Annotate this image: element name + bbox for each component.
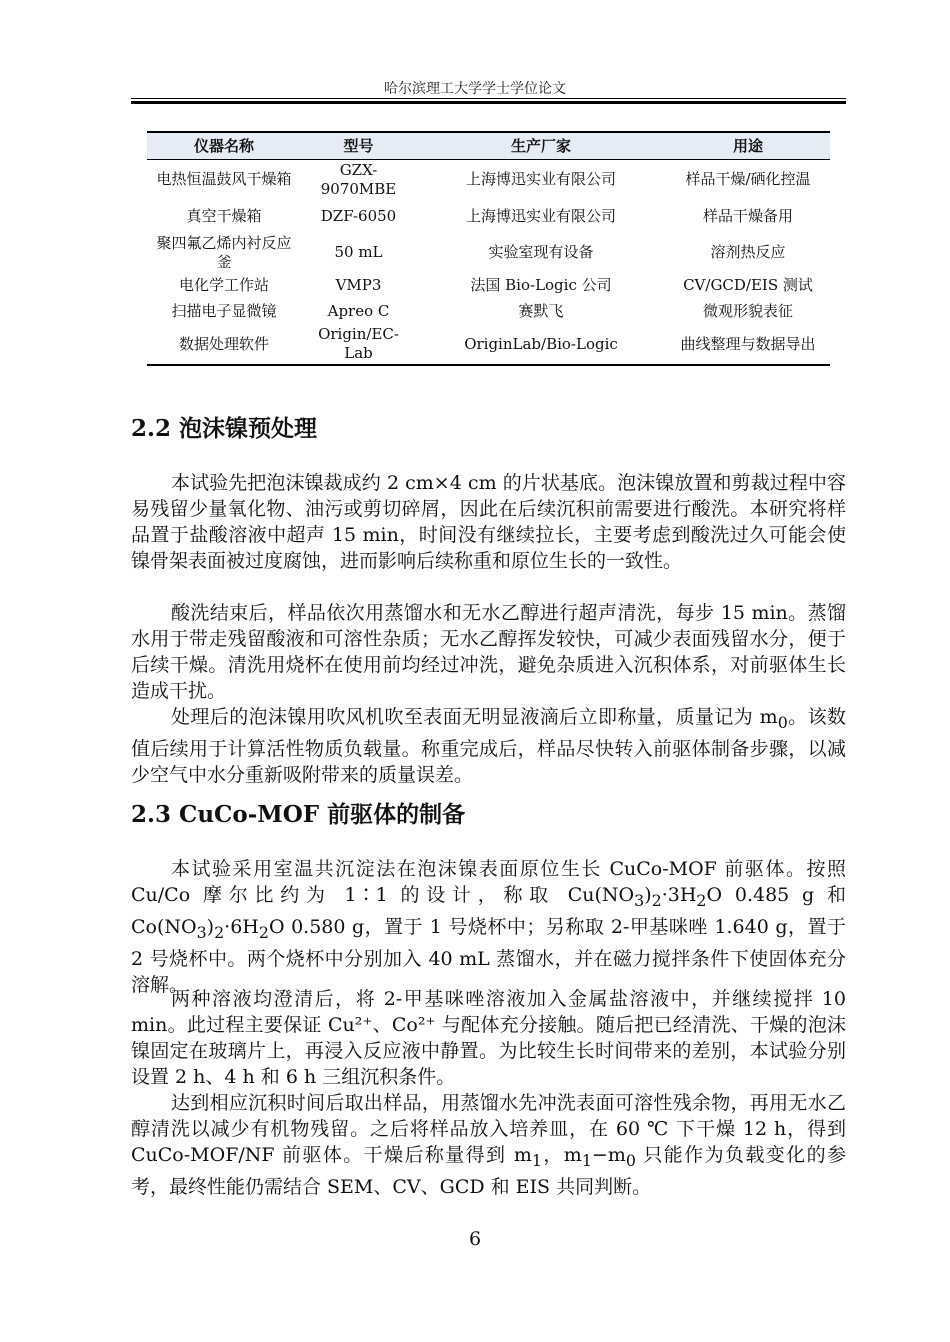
table-cell: 微观形貌表征	[702, 302, 793, 320]
header-rule-thick	[131, 101, 846, 104]
table-cell: 曲线整理与数据导出	[666, 325, 830, 365]
column-header: 用途	[666, 132, 830, 160]
table-cell: OriginLab/Bio-Logic	[416, 325, 666, 365]
table-cell: 50 mL	[334, 243, 383, 261]
table-header-row	[147, 132, 830, 160]
table-cell: VMP3	[335, 276, 382, 294]
table-cell: 样品干燥备用	[702, 206, 793, 225]
table-cell: 赛默飞	[518, 302, 564, 320]
paragraph: 酸洗结束后，样品依次用蒸馏水和无水乙醇进行超声清洗，每步 15 min。蒸馏水用于带走残留酸液和可溶性杂质；无水乙醇挥发较快，可减少表面残留水分，便于后续干燥。清洗用烧杯在使用前均经过冲洗，避免杂质进入沉积体系，对前驱体生长造成干扰。	[131, 602, 846, 702]
paragraph: 处理后的泡沫镍用吹风机吹至表面无明显液滴后立即称量，质量记为 $m_0$。该数值后续用于计算活性物质负载量。称重完成后，样品尽快转入前驱体制备步骤，以减少空气中水分重新吸附带来的质量误差。	[131, 706, 846, 786]
paragraph: 本试验采用室温共沉淀法在泡沫镍表面原位生长 CuCo-MOF 前驱体。按照 Cu/Co 摩尔比约为 1∶1 的设计，称取 $Cu(NO_3)_2\cdot 3H_2O$ 0.485 g 和 $Co(NO_3)_2\cdot 6H_2O$ 0.580 g，置于 1 号烧杯中；另称取 2-甲基咪唑 1.640 g，置于 2 号烧杯中。两个烧杯中分别加入 40 mL 蒸馏水，并在磁力搅拌条件下使固体充分溶解。	[131, 858, 846, 996]
table-cell: DZF-6050	[320, 206, 397, 225]
table-cell: 溶剂热反应	[710, 243, 786, 261]
column-header: 生产厂家	[416, 132, 666, 160]
table-row	[147, 233, 830, 273]
table-cell: GZX-9070MBE	[320, 160, 397, 198]
section-heading: 2.3 CuCo-MOF 前驱体的制备	[131, 801, 466, 828]
column-header: 型号	[301, 132, 416, 160]
table-cell: 法国 Bio-Logic 公司	[470, 276, 612, 294]
table-row	[147, 160, 830, 200]
table-row	[147, 299, 830, 325]
paragraph: 达到相应沉积时间后取出样品，用蒸馏水先冲洗表面可溶性残余物，再用无水乙醇清洗以减少有机物残留。之后将样品放入培养皿，在 60 ℃ 下干燥 12 h，得到 CuCo-MOF/NF 前驱体。干燥后称量得到 $m_1$，$m_1-m_0$ 只能作为负载变化的参考，最终性能仍需结合 SEM、CV、GCD 和 EIS 共同判断。	[131, 1092, 846, 1198]
table-cell: 样品干燥/硒化控温	[685, 170, 811, 189]
running-header: 哈尔滨理工大学学士学位论文	[384, 81, 566, 97]
instrument-table	[147, 131, 830, 366]
table-cell: 电化学工作站	[178, 276, 269, 294]
table-cell: 实验室现有设备	[488, 243, 594, 261]
table-cell: 上海博迅实业有限公司	[465, 206, 616, 225]
table-cell: Origin/EC-Lab	[301, 325, 416, 365]
paragraph: 两种溶液均澄清后，将 2-甲基咪唑溶液加入金属盐溶液中，并继续搅拌 10 min。此过程主要保证 Cu²⁺、Co²⁺ 与配体充分接触。随后把已经清洗、干燥的泡沫镍固定在玻璃片上，再浸入反应液中静置。为比较生长时间带来的差别，本试验分别设置 2 h、4 h 和 6 h 三组沉积条件。	[131, 988, 846, 1088]
table-cell: 扫描电子显微镜	[171, 302, 277, 320]
section-heading: 2.2 泡沫镍预处理	[131, 415, 318, 442]
table-row	[147, 200, 830, 233]
table-cell: 真空干燥箱	[186, 206, 262, 225]
header-rule	[131, 98, 846, 99]
paragraph: 本试验先把泡沫镍裁成约 2 cm×4 cm 的片状基底。泡沫镍放置和剪裁过程中容易残留少量氧化物、油污或剪切碎屑，因此在后续沉积前需要进行酸洗。本研究将样品置于盐酸溶液中超声 15 min，时间没有继续拉长，主要考虑到酸洗过久可能会使镍骨架表面被过度腐蚀，进而影响后续称重和原位生长的一致性。	[131, 472, 846, 572]
table-cell: CV/GCD/EIS 测试	[683, 276, 813, 294]
table-cell: 数据处理软件	[147, 325, 301, 365]
table-cell: 上海博迅实业有限公司	[465, 170, 616, 189]
column-header: 仪器名称	[147, 132, 301, 160]
table-cell: 聚四氟乙烯内衬反应釜	[156, 233, 292, 271]
table-row	[147, 325, 830, 365]
table-row	[147, 273, 830, 299]
page-number: 6	[468, 1228, 482, 1250]
table-cell: 电热恒温鼓风干燥箱	[156, 170, 292, 189]
table-cell: Apreo C	[327, 302, 390, 320]
